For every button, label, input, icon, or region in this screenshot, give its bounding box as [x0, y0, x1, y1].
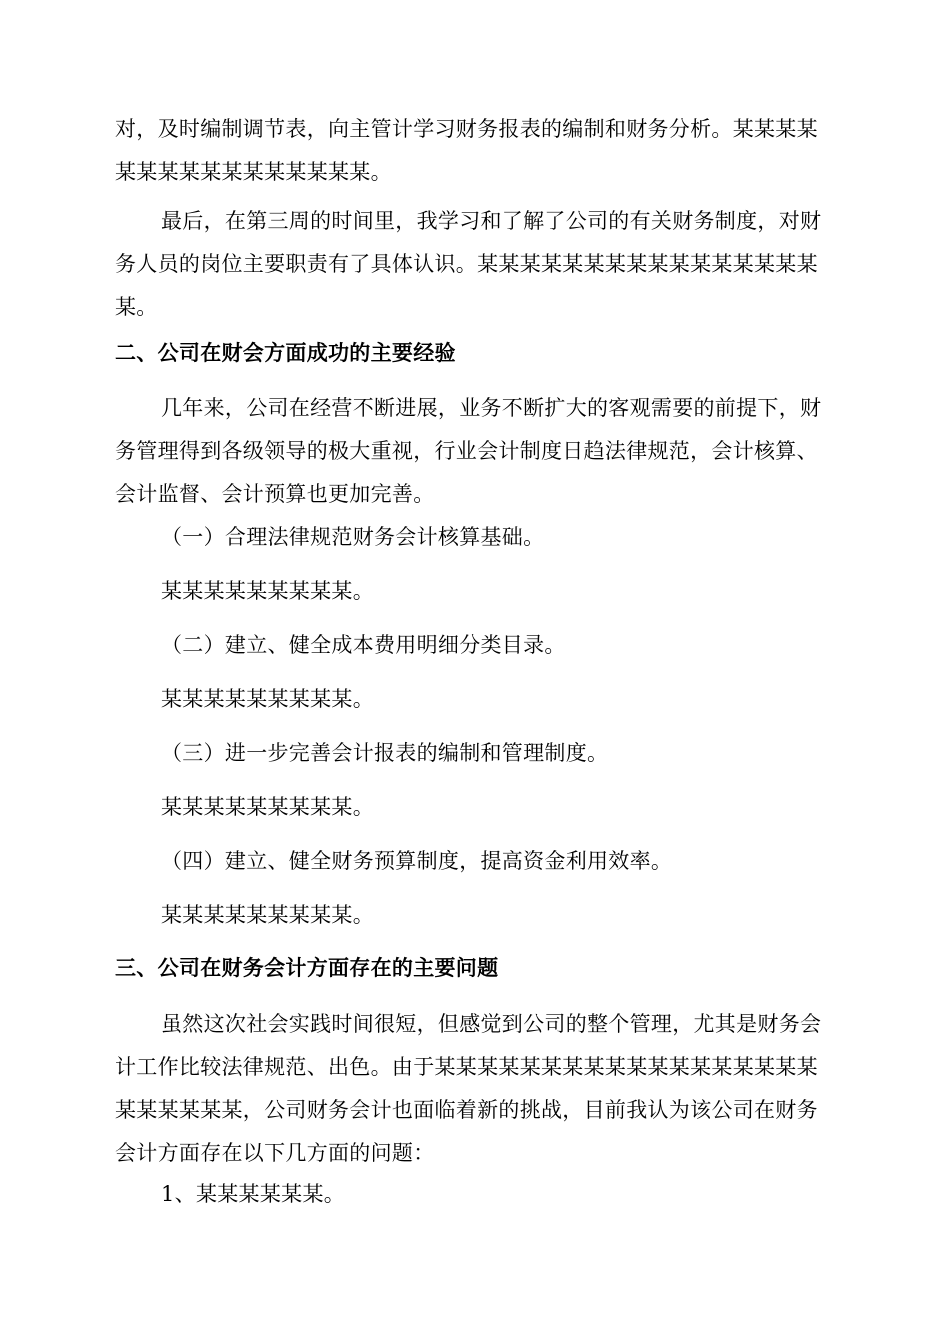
- paragraph-third-week: 最后，在第三周的时间里，我学习和了解了公司的有关财务制度，对财务人员的岗位主要职责有了具体认识。某某某某某某某某某某某某某某某某某。: [115, 209, 822, 319]
- paragraph-placeholder-4: 某某某某某某某某某。: [161, 903, 374, 927]
- paragraph-placeholder-1: 某某某某某某某某某。: [161, 579, 374, 603]
- paragraph-placeholder-2: 某某某某某某某某某。: [161, 687, 374, 711]
- subheading-1: （一）合理法律规范财务会计核算基础。: [161, 525, 545, 549]
- section-heading-2: 二、公司在财会方面成功的主要经验: [115, 341, 456, 365]
- paragraph-reconciliation: 对，及时编制调节表，向主管计学习财务报表的编制和财务分析。某某某某某某某某某某某某某某某某。: [115, 117, 818, 184]
- paragraph-problems-intro: 虽然这次社会实践时间很短，但感觉到公司的整个管理，尤其是财务会计工作比较法律规范、出色。由于某某某某某某某某某某某某某某某某某某某某某某某某，公司财务会计也面临着新的挑战，目前我认为该公司在财务会计方面存在以下几方面的问题：: [115, 1012, 822, 1165]
- paragraph-placeholder-3: 某某某某某某某某某。: [161, 795, 374, 819]
- subheading-3: （三）进一步完善会计报表的编制和管理制度。: [161, 741, 609, 765]
- paragraph-experience-intro: 几年来，公司在经营不断进展，业务不断扩大的客观需要的前提下，财务管理得到各级领导的极大重视，行业会计制度日趋法律规范，会计核算、会计监督、会计预算也更加完善。: [115, 396, 822, 506]
- list-item-1: 1、某某某某某某。: [161, 1182, 346, 1206]
- subheading-2: （二）建立、健全成本费用明细分类目录。: [161, 633, 566, 657]
- section-heading-3: 三、公司在财务会计方面存在的主要问题: [115, 956, 499, 980]
- subheading-4: （四）建立、健全财务预算制度，提高资金利用效率。: [161, 849, 673, 873]
